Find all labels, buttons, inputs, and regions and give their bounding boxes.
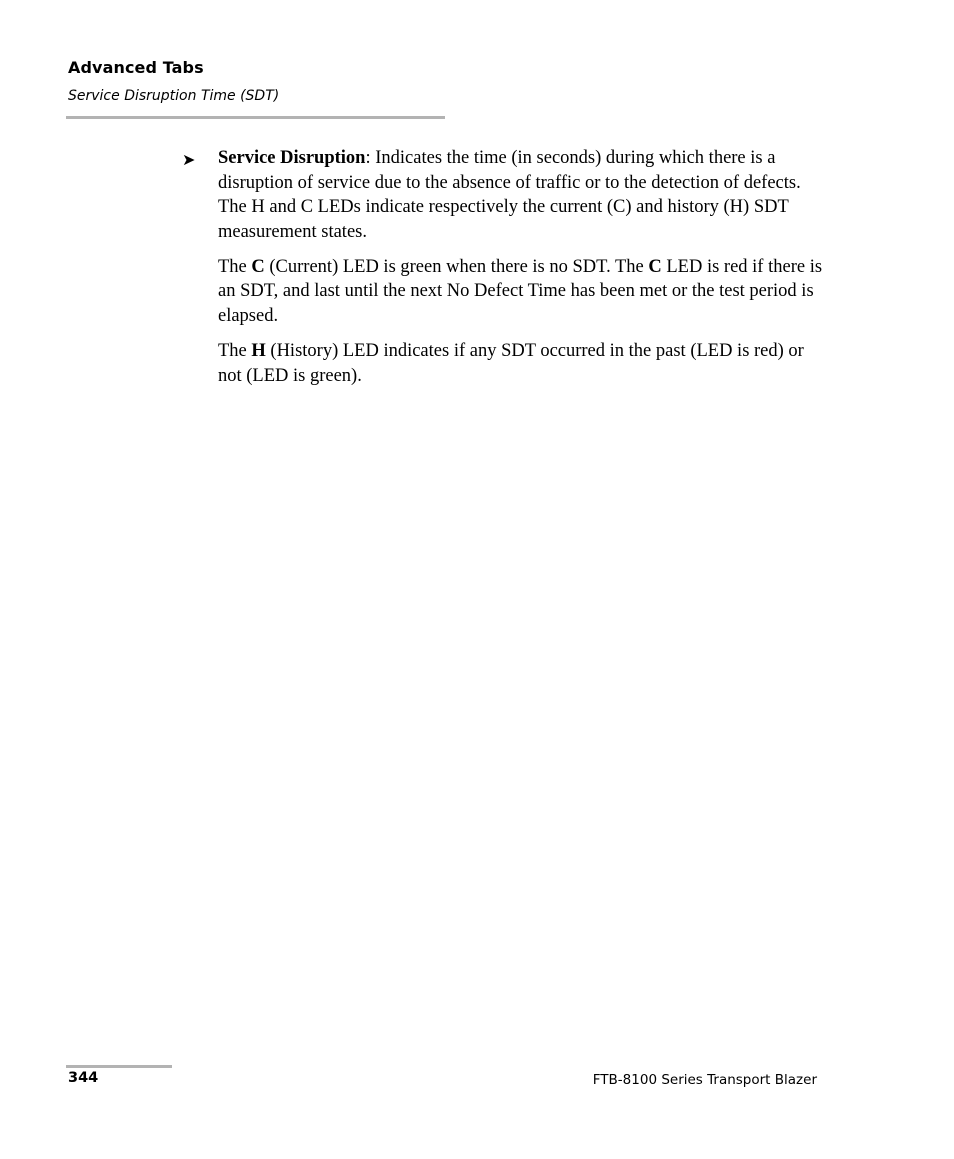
page-number: 344 [68,1070,99,1086]
bold-letter-h: H [251,341,266,362]
bold-letter-c: C [648,256,662,277]
text-run: (History) LED indicates if any SDT occurred in the past (LED is red) or not (LED is green). [218,341,804,386]
term-description: : Indicates the time (in seconds) during which there is a disruption of service due to the absence of traffic or to the detection of defects. The H and C LEDs indicate respectively the current (C) and history (H) SDT measurement states. [218,148,801,242]
body-content [182,146,828,399]
text-run: The [218,341,252,362]
header-divider [66,116,445,119]
footer-divider [66,1065,172,1068]
arrow-bullet-icon: ➤ [182,150,196,169]
section-subtitle: Service Disruption Time (SDT) [68,88,280,104]
text-run: The [218,256,252,277]
bullet-item-service-disruption [182,146,828,244]
chapter-title: Advanced Tabs [68,58,204,77]
bold-letter-c: C [251,256,265,277]
text-run: LED is red if there is an SDT, and last until the next No Defect Time has been met or the test period is elapsed. [218,256,823,327]
paragraph-history-led [218,339,828,388]
term-service-disruption: Service Disruption [218,148,366,168]
text-run: (Current) LED is green when there is no SDT. The [264,256,649,277]
product-name: FTB-8100 Series Transport Blazer [592,1072,817,1088]
paragraph-current-led [218,255,828,329]
